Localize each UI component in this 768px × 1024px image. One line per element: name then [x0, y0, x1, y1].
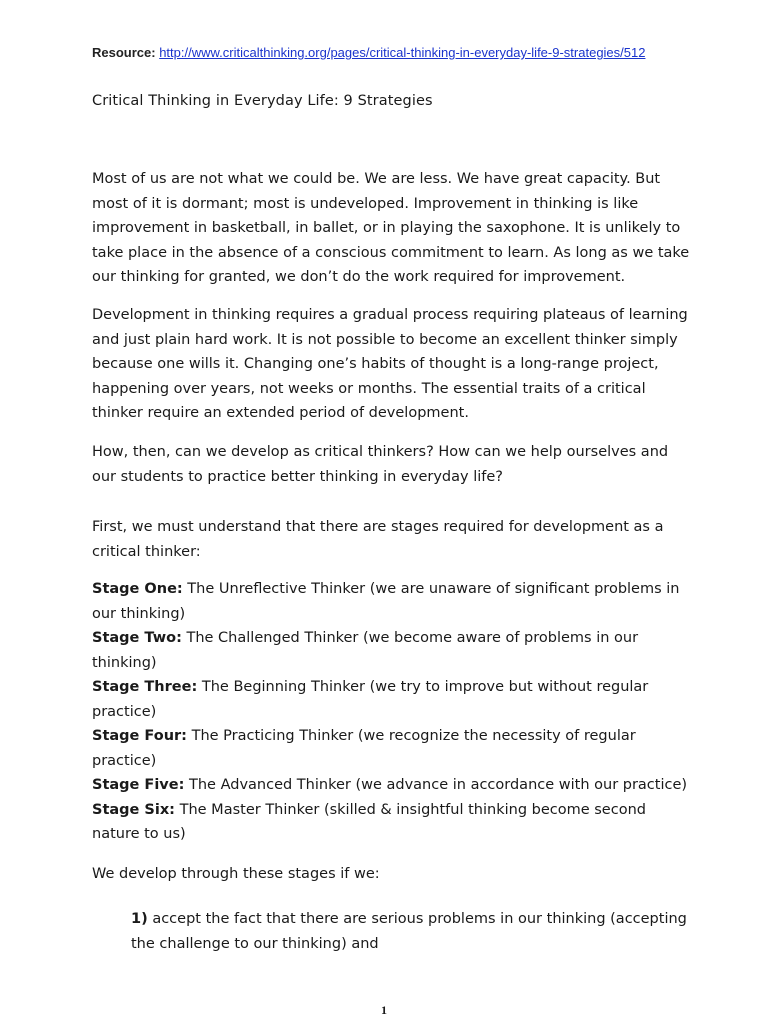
page-number: 1: [381, 1003, 387, 1017]
stage-item: [92, 773, 692, 798]
resource-line: [92, 45, 645, 60]
numbered-item-1: [131, 907, 691, 956]
stage-label: Stage Five:: [92, 777, 185, 793]
stage-text: The Practicing Thinker (we recognize the necessity of regular practice): [92, 728, 636, 769]
stage-text: The Advanced Thinker (we advance in accordance with our practice): [184, 777, 688, 793]
stage-label: Stage Six:: [92, 801, 175, 818]
paragraph-2: Development in thinking requires a gradual process requiring plateaus of learning and just plain hard work. It is not possible to become an excellent thinker simply because one wills it. Changing one’s habits of thought is a long-range project, happening over years, not weeks or months. The essential traits of a critical thinker require an extended period of development.: [92, 307, 688, 421]
stage-item: [92, 675, 692, 724]
paragraph-3: How, then, can we develop as critical thinkers? How can we help ourselves and our students to practice better thinking in everyday life?: [92, 444, 669, 485]
resource-label: Resource:: [92, 45, 156, 60]
stage-text: The Beginning Thinker (we try to improve but without regular practice): [92, 679, 649, 720]
document-title: Critical Thinking in Everyday Life: 9 Strategies: [92, 93, 433, 109]
stage-item: [92, 577, 692, 626]
stage-label: Stage Two:: [92, 630, 182, 646]
stage-item: [92, 798, 692, 847]
develop-intro: We develop through these stages if we:: [92, 866, 380, 882]
stage-text: The Unreflective Thinker (we are unaware of significant problems in our thinking): [92, 581, 680, 622]
item-number: 1): [131, 911, 148, 927]
stage-item: [92, 626, 692, 675]
resource-link[interactable]: http://www.criticalthinking.org/pages/critical-thinking-in-everyday-life-9-strategies/512: [159, 45, 646, 60]
stages-list: [92, 577, 692, 847]
stage-text: The Challenged Thinker (we become aware of problems in our thinking): [92, 630, 639, 671]
paragraph-4: First, we must understand that there are stages required for development as a critical thinker:: [92, 519, 664, 560]
stage-text: The Master Thinker (skilled & insightful thinking become second nature to us): [92, 801, 646, 842]
stage-label: Stage Three:: [92, 679, 198, 695]
item-text: accept the fact that there are serious problems in our thinking (accepting the challenge to our thinking) and: [131, 911, 687, 952]
stage-label: Stage Four:: [92, 728, 187, 744]
paragraph-1: Most of us are not what we could be. We are less. We have great capacity. But most of it is dormant; most is undeveloped. Improvement in thinking is like improvement in basketball, in ballet, or in playing the saxophone. It is unlikely to take place in the absence of a conscious commitment to learn. As long as we take our thinking for granted, we don’t do the work required for improvement.: [92, 171, 690, 285]
stage-label: Stage One:: [92, 581, 183, 597]
stage-item: [92, 724, 692, 773]
